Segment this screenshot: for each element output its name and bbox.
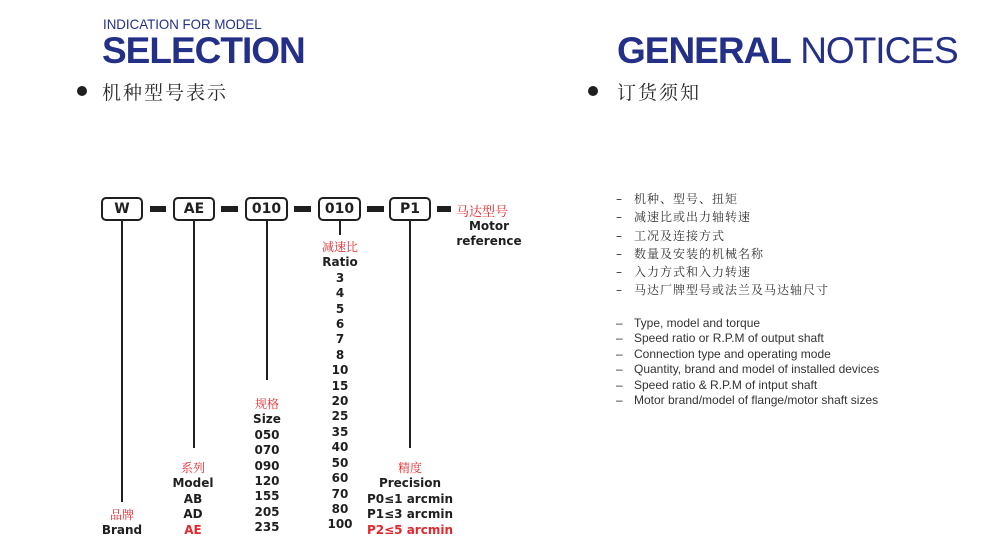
brand-label-cn: 品牌	[109, 508, 134, 522]
code-box-ratio: 010	[318, 197, 361, 221]
ratio-value: 8	[335, 347, 345, 362]
code-box-precision: P1	[389, 197, 431, 221]
precision-value: P1≤3 arcmin	[366, 507, 453, 522]
ratio-value: 3	[335, 270, 345, 285]
list-item: – Connection type and operating mode	[616, 346, 831, 361]
list-item: – 工况及连接方式	[616, 228, 726, 243]
ratio-value: 35	[331, 424, 349, 439]
section-title-selection: SELECTION	[102, 30, 305, 71]
list-item: – Type, model and torque	[616, 316, 761, 330]
precision-label-en: Precision	[378, 476, 442, 491]
precision-label-cn: 精度	[397, 461, 422, 475]
list-item: – 减速比或出力轴转速	[616, 210, 752, 225]
list-item: – Quantity, brand and model of installed devices	[616, 362, 880, 377]
ratio-value: 6	[335, 317, 345, 332]
model-label-en: Model	[172, 476, 214, 491]
ratio-value: 70	[331, 486, 349, 501]
ratio-value: 50	[331, 455, 349, 470]
list-item: – 马达厂牌型号或法兰及马达轴尺寸	[616, 283, 830, 298]
precision-column	[365, 461, 455, 538]
title-light-part: NOTICES	[800, 30, 958, 71]
notices-list-cn	[616, 190, 829, 300]
ratio-value: 40	[331, 440, 349, 455]
size-value: 205	[254, 504, 280, 519]
precision-value: P0≤1 arcmin	[366, 491, 453, 506]
connector-precision	[409, 221, 411, 448]
size-value: 120	[254, 474, 280, 489]
list-item: – Motor brand/model of flange/motor shaft sizes	[616, 393, 879, 408]
ratio-column	[310, 240, 370, 533]
title-bold-part: GENERAL	[617, 30, 791, 71]
connector-model	[193, 221, 195, 448]
notices-list-en	[616, 316, 879, 408]
list-item: – 入力方式和入力转速	[616, 265, 752, 280]
code-separator	[437, 206, 451, 212]
motor-label-cn: 马达型号	[456, 205, 509, 220]
ratio-value: 80	[331, 501, 349, 516]
size-value: 090	[254, 458, 280, 473]
connector-ratio	[339, 221, 341, 235]
code-separator	[221, 206, 238, 212]
connector-size	[266, 221, 268, 380]
size-label-cn: 规格	[254, 397, 279, 411]
code-separator	[294, 206, 311, 212]
section-kicker: INDICATION FOR MODEL	[103, 16, 262, 32]
size-value: 070	[254, 443, 280, 458]
code-separator	[150, 206, 166, 212]
list-item: – Speed ratio or R.P.M of output shaft	[616, 331, 824, 346]
bullet-icon	[588, 86, 598, 96]
model-value-highlight: AE	[184, 522, 202, 537]
list-item: – 数量及安装的机械名称	[616, 246, 765, 261]
section-subtitle-cn: 机种型号表示	[102, 82, 229, 104]
ratio-value: 60	[331, 471, 349, 486]
code-box-model: AE	[173, 197, 215, 221]
model-label-cn: 系列	[180, 461, 205, 475]
size-value: 235	[254, 520, 280, 535]
ratio-value: 100	[327, 517, 353, 532]
size-value: 155	[254, 489, 280, 504]
size-label-en: Size	[253, 412, 281, 427]
ratio-value: 15	[331, 378, 349, 393]
connector-brand	[121, 221, 123, 502]
ratio-value: 10	[331, 363, 349, 378]
section-title-general-notices	[617, 30, 958, 72]
motor-label-en: Motor reference	[456, 219, 522, 248]
list-item: – Speed ratio & R.P.M of intput shaft	[616, 377, 818, 392]
ratio-value: 20	[331, 394, 349, 409]
model-value: AD	[183, 507, 203, 522]
model-column	[163, 461, 223, 538]
size-value: 050	[254, 427, 280, 442]
model-value: AB	[183, 491, 203, 506]
code-box-brand: W	[101, 197, 143, 221]
precision-value-highlight: P2≤5 arcmin	[366, 522, 453, 537]
ratio-value: 5	[335, 301, 345, 316]
ratio-value: 25	[331, 409, 349, 424]
brand-column	[92, 508, 152, 539]
ratio-value: 4	[335, 286, 345, 301]
brand-label-en: Brand	[101, 523, 143, 538]
size-column	[237, 397, 297, 536]
list-item: – 机种、型号、扭矩	[616, 192, 739, 206]
code-box-size: 010	[245, 197, 288, 221]
ratio-value: 7	[335, 332, 345, 347]
code-separator	[367, 206, 384, 212]
bullet-icon	[77, 86, 87, 96]
ratio-label-en: Ratio	[322, 255, 358, 270]
ratio-label-cn: 减速比	[321, 240, 358, 254]
notices-subtitle-cn: 订货须知	[617, 82, 702, 104]
